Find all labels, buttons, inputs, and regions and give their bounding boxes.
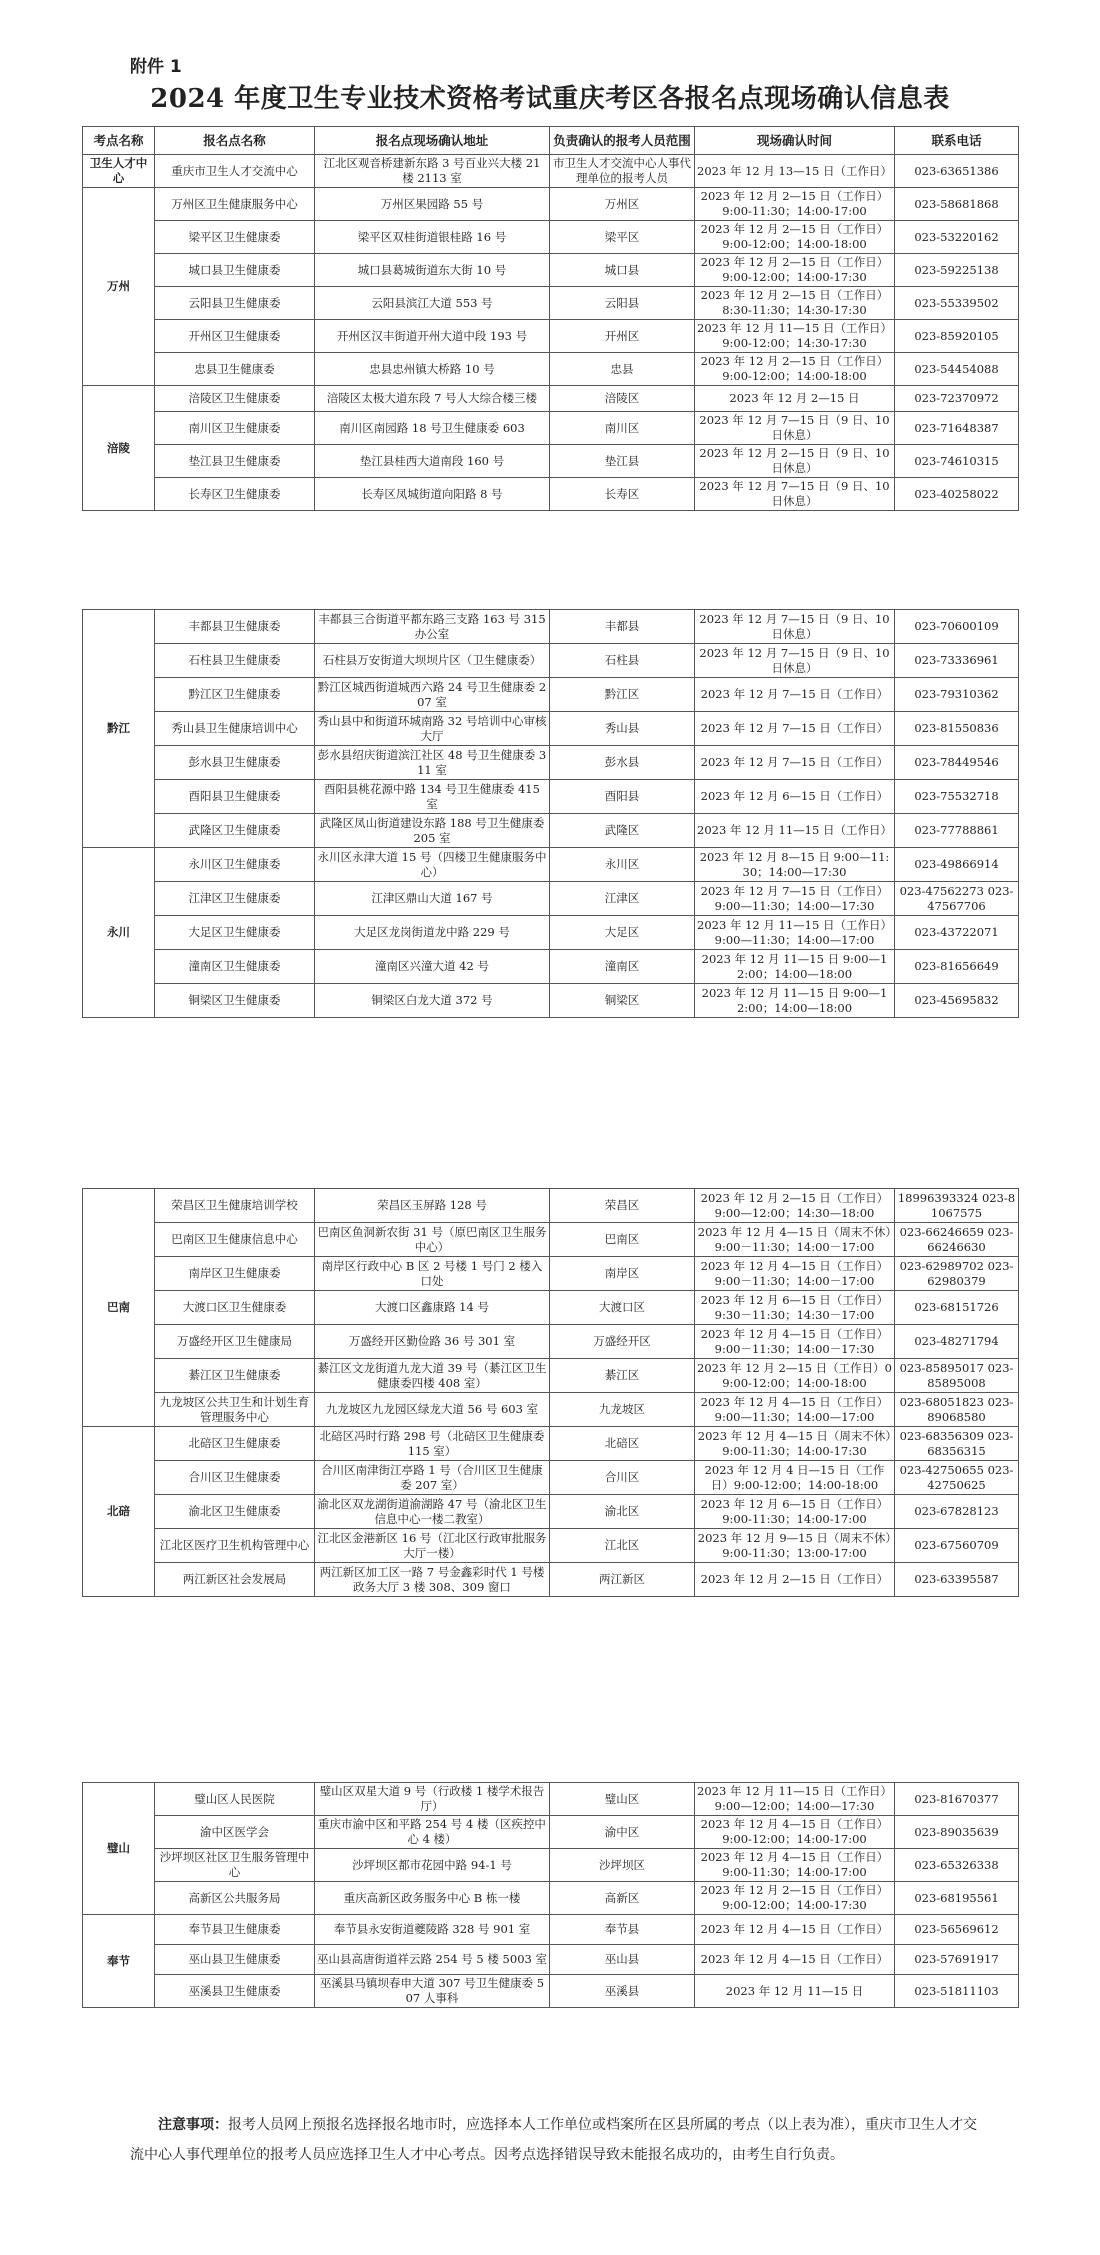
confirmation-address: 璧山区双星大道 9 号（行政楼 1 楼学术报告厅） (315, 1783, 550, 1816)
confirmation-time: 2023 年 12 月 2—15 日（工作日） (695, 1563, 895, 1597)
candidate-scope: 武隆区 (550, 814, 695, 848)
confirmation-time: 2023 年 12 月 11—15 日（工作日） (695, 814, 895, 848)
exam-site-name: 奉节 (83, 1915, 155, 2008)
confirmation-time: 2023 年 12 月 7—15 日（工作日） (695, 712, 895, 746)
table-row (83, 1461, 1019, 1495)
registration-point-name: 高新区公共服务局 (155, 1882, 315, 1915)
confirmation-address: 丰都县三合街道平都东路三支路 163 号 315 办公室 (315, 610, 550, 644)
table-row (83, 1563, 1019, 1597)
table-row (83, 1257, 1019, 1291)
confirmation-address: 巴南区鱼洞新农街 31 号（原巴南区卫生服务中心） (315, 1223, 550, 1257)
candidate-scope: 沙坪坝区 (550, 1849, 695, 1882)
confirmation-address: 合川区南津街江亭路 1 号（合川区卫生健康委 207 室） (315, 1461, 550, 1495)
contact-phone: 023-66246659 023-66246630 (895, 1223, 1019, 1257)
candidate-scope: 九龙坡区 (550, 1393, 695, 1427)
candidate-scope: 永川区 (550, 848, 695, 882)
registration-point-name: 垫江县卫生健康委 (155, 445, 315, 478)
confirmation-address: 万州区果园路 55 号 (315, 188, 550, 221)
candidate-scope: 垫江县 (550, 445, 695, 478)
contact-phone: 023-43722071 (895, 916, 1019, 950)
exam-site-name: 璧山 (83, 1783, 155, 1915)
registration-point-name: 长寿区卫生健康委 (155, 478, 315, 511)
candidate-scope: 开州区 (550, 320, 695, 353)
candidate-scope: 石柱县 (550, 644, 695, 678)
candidate-scope: 城口县 (550, 254, 695, 287)
registration-point-name: 石柱县卫生健康委 (155, 644, 315, 678)
page-title: 2024 年度卫生专业技术资格考试重庆考区各报名点现场确认信息表 (150, 84, 950, 114)
confirmation-address: 云阳县滨江大道 553 号 (315, 287, 550, 320)
contact-phone: 023-45695832 (895, 984, 1019, 1018)
contact-phone: 023-67560709 (895, 1529, 1019, 1563)
contact-phone: 023-47562273 023-47567706 (895, 882, 1019, 916)
confirmation-address: 荣昌区玉屏路 128 号 (315, 1189, 550, 1223)
confirmation-time: 2023 年 12 月 11—15 日（工作日）9:00-12:00；14:30-17:30 (695, 320, 895, 353)
table-row (83, 916, 1019, 950)
contact-phone: 023-40258022 (895, 478, 1019, 511)
contact-phone: 023-85895017 023-85895008 (895, 1359, 1019, 1393)
confirmation-time: 2023 年 12 月 4—15 日（工作日）9:00-11:30；14:00-17:00 (695, 1849, 895, 1882)
table-row (83, 848, 1019, 882)
confirmation-time: 2023 年 12 月 11—15 日 9:00—12:00；14:00—18:00 (695, 950, 895, 984)
candidate-scope: 高新区 (550, 1882, 695, 1915)
registration-point-name: 合川区卫生健康委 (155, 1461, 315, 1495)
confirmation-time: 2023 年 12 月 6—15 日（工作日）9:30－11:30；14:30－17:00 (695, 1291, 895, 1325)
registration-point-name: 万盛经开区卫生健康局 (155, 1325, 315, 1359)
candidate-scope: 彭水县 (550, 746, 695, 780)
contact-phone: 023-48271794 (895, 1325, 1019, 1359)
confirmation-time: 2023 年 12 月 7—15 日（工作日） (695, 678, 895, 712)
candidate-scope: 綦江区 (550, 1359, 695, 1393)
candidate-scope: 江津区 (550, 882, 695, 916)
confirmation-address: 开州区汉丰街道开州大道中段 193 号 (315, 320, 550, 353)
confirmation-address: 秀山县中和街道环城南路 32 号培训中心审核大厅 (315, 712, 550, 746)
confirmation-address: 武隆区凤山街道建设东路 188 号卫生健康委 205 室 (315, 814, 550, 848)
registration-point-name: 黔江区卫生健康委 (155, 678, 315, 712)
confirmation-address: 巫山县高唐街道祥云路 254 号 5 楼 5003 室 (315, 1945, 550, 1975)
candidate-scope: 秀山县 (550, 712, 695, 746)
registration-point-name: 璧山区人民医院 (155, 1783, 315, 1816)
confirmation-address: 江北区观音桥建新东路 3 号百业兴大楼 21 楼 2113 室 (315, 155, 550, 188)
confirmation-time: 2023 年 12 月 7—15 日（9 日、10 日休息） (695, 610, 895, 644)
confirmation-time: 2023 年 12 月 2—15 日（工作日）9:00—12:00；14:30—18:00 (695, 1189, 895, 1223)
candidate-scope: 大足区 (550, 916, 695, 950)
table-row (83, 644, 1019, 678)
table-row (83, 984, 1019, 1018)
candidate-scope: 璧山区 (550, 1783, 695, 1816)
exam-site-name: 万州 (83, 188, 155, 386)
table-row (83, 155, 1019, 188)
table-row (83, 1393, 1019, 1427)
registration-point-name: 南岸区卫生健康委 (155, 1257, 315, 1291)
registration-point-name: 巴南区卫生健康信息中心 (155, 1223, 315, 1257)
contact-phone: 023-58681868 (895, 188, 1019, 221)
contact-phone: 023-72370972 (895, 386, 1019, 412)
confirmation-address: 綦江区文龙街道九龙大道 39 号（綦江区卫生健康委四楼 408 室） (315, 1359, 550, 1393)
confirmation-address: 大足区龙岗街道龙中路 229 号 (315, 916, 550, 950)
confirmation-address: 江津区鼎山大道 167 号 (315, 882, 550, 916)
confirmation-address: 忠县忠州镇大桥路 10 号 (315, 353, 550, 386)
candidate-scope: 合川区 (550, 1461, 695, 1495)
confirmation-address: 南岸区行政中心 B 区 2 号楼 1 号门 2 楼入口处 (315, 1257, 550, 1291)
confirmation-time: 2023 年 12 月 7—15 日（9 日、10 日休息） (695, 412, 895, 445)
confirmation-time: 2023 年 12 月 6—15 日（工作日） (695, 780, 895, 814)
contact-phone: 18996393324 023-81067575 (895, 1189, 1019, 1223)
confirmation-address: 沙坪坝区都市花园中路 94-1 号 (315, 1849, 550, 1882)
table-row (83, 950, 1019, 984)
candidate-scope: 巫山县 (550, 1945, 695, 1975)
table-row (83, 1945, 1019, 1975)
registration-point-name: 酉阳县卫生健康委 (155, 780, 315, 814)
confirmation-time: 2023 年 12 月 11—15 日 9:00—12:00；14:00—18:00 (695, 984, 895, 1018)
candidate-scope: 大渡口区 (550, 1291, 695, 1325)
confirmation-time: 2023 年 12 月 2—15 日（工作日）9:00-12:00；14:00-17:30 (695, 1882, 895, 1915)
table-row (83, 287, 1019, 320)
contact-phone: 023-68151726 (895, 1291, 1019, 1325)
contact-phone: 023-78449546 (895, 746, 1019, 780)
table-row (83, 780, 1019, 814)
confirmation-time: 2023 年 12 月 11—15 日（工作日）9:00—11:30；14:00—17:00 (695, 916, 895, 950)
table-row (83, 1882, 1019, 1915)
confirmation-time: 2023 年 12 月 4—15 日（周末不休）9:00-11:30；14:00-17:30 (695, 1427, 895, 1461)
confirmation-address: 涪陵区太极大道东段 7 号人大综合楼三楼 (315, 386, 550, 412)
registration-point-name: 万州区卫生健康服务中心 (155, 188, 315, 221)
candidate-scope: 奉节县 (550, 1915, 695, 1945)
registration-point-name: 渝中区医学会 (155, 1816, 315, 1849)
confirmation-address: 重庆市渝中区和平路 254 号 4 楼（区疾控中心 4 楼） (315, 1816, 550, 1849)
confirmation-time: 2023 年 12 月 7—15 日（工作日）9:00—11:30；14:00—17:30 (695, 882, 895, 916)
confirmation-time: 2023 年 12 月 4—15 日（工作日） (695, 1915, 895, 1945)
confirmation-time: 2023 年 12 月 4—15 日（周末不休）9:00－11:30；14:00－17:00 (695, 1223, 895, 1257)
table-row (83, 478, 1019, 511)
registration-point-name: 潼南区卫生健康委 (155, 950, 315, 984)
registration-point-name: 开州区卫生健康委 (155, 320, 315, 353)
contact-phone: 023-71648387 (895, 412, 1019, 445)
confirmation-address: 江北区金港新区 16 号（江北区行政审批服务大厅一楼） (315, 1529, 550, 1563)
column-header: 考点名称 (83, 127, 155, 155)
confirmation-address: 垫江县桂西大道南段 160 号 (315, 445, 550, 478)
column-header: 现场确认时间 (695, 127, 895, 155)
column-header: 负责确认的报考人员范围 (550, 127, 695, 155)
confirmation-address: 北碚区冯时行路 298 号（北碚区卫生健康委 115 室） (315, 1427, 550, 1461)
contact-phone: 023-68195561 (895, 1882, 1019, 1915)
exam-site-name: 巴南 (83, 1189, 155, 1427)
registration-point-name: 永川区卫生健康委 (155, 848, 315, 882)
exam-site-name: 卫生人才中心 (83, 155, 155, 188)
table-row (83, 1359, 1019, 1393)
contact-phone: 023-53220162 (895, 221, 1019, 254)
candidate-scope: 涪陵区 (550, 386, 695, 412)
registration-point-name: 奉节县卫生健康委 (155, 1915, 315, 1945)
confirmation-time: 2023 年 12 月 4—15 日（工作日）9:00-12:00；14:00-17:00 (695, 1816, 895, 1849)
confirmation-time: 2023 年 12 月 7—15 日（工作日） (695, 746, 895, 780)
table-row (83, 882, 1019, 916)
registration-point-name: 江津区卫生健康委 (155, 882, 315, 916)
registration-point-name: 九龙坡区公共卫生和计划生育管理服务中心 (155, 1393, 315, 1427)
contact-phone: 023-81550836 (895, 712, 1019, 746)
registration-point-name: 忠县卫生健康委 (155, 353, 315, 386)
registration-point-name: 巫山县卫生健康委 (155, 1945, 315, 1975)
contact-phone: 023-67828123 (895, 1495, 1019, 1529)
table-row (83, 610, 1019, 644)
candidate-scope: 渝中区 (550, 1816, 695, 1849)
exam-site-name: 永川 (83, 848, 155, 1018)
table-row (83, 353, 1019, 386)
exam-site-name: 黔江 (83, 610, 155, 848)
registration-point-name: 綦江区卫生健康委 (155, 1359, 315, 1393)
table-row (83, 678, 1019, 712)
exam-site-name: 涪陵 (83, 386, 155, 511)
confirmation-address: 永川区永津大道 15 号（四楼卫生健康服务中心） (315, 848, 550, 882)
table-row (83, 1529, 1019, 1563)
confirmation-time: 2023 年 12 月 4—15 日（工作日）9:00－11:30；14:00－17:30 (695, 1325, 895, 1359)
table-row (83, 1816, 1019, 1849)
attachment-label: 附件 1 (130, 57, 182, 77)
contact-phone: 023-81670377 (895, 1783, 1019, 1816)
registration-point-name: 北碚区卫生健康委 (155, 1427, 315, 1461)
registration-point-name: 巫溪县卫生健康委 (155, 1975, 315, 2008)
table-row (83, 1291, 1019, 1325)
candidate-scope: 梁平区 (550, 221, 695, 254)
table-row (83, 1849, 1019, 1882)
contact-phone: 023-68356309 023-68356315 (895, 1427, 1019, 1461)
confirmation-time: 2023 年 12 月 2—15 日（工作日）9:00-12:00；14:00-18:00 (695, 221, 895, 254)
confirmation-time: 2023 年 12 月 11—15 日（工作日）9:00—12:00；14:00—17:30 (695, 1783, 895, 1816)
registration-point-name: 渝北区卫生健康委 (155, 1495, 315, 1529)
contact-phone: 023-75532718 (895, 780, 1019, 814)
confirmation-address: 酉阳县桃花源中路 134 号卫生健康委 415 室 (315, 780, 550, 814)
registration-point-name: 南川区卫生健康委 (155, 412, 315, 445)
confirmation-time: 2023 年 12 月 9—15 日（周末不休）9:00-11:30；13:00-17:00 (695, 1529, 895, 1563)
registration-point-name: 大渡口区卫生健康委 (155, 1291, 315, 1325)
registration-point-name: 城口县卫生健康委 (155, 254, 315, 287)
contact-phone: 023-59225138 (895, 254, 1019, 287)
confirmation-time: 2023 年 12 月 2—15 日（工作日）09:00-12:00；14:00-18:00 (695, 1359, 895, 1393)
confirmation-time: 2023 年 12 月 8—15 日 9:00—11:30；14:00—17:30 (695, 848, 895, 882)
info-table-1 (82, 126, 1019, 511)
confirmation-time: 2023 年 12 月 7—15 日（9 日、10 日休息） (695, 478, 895, 511)
table-row (83, 712, 1019, 746)
contact-phone: 023-65326338 (895, 1849, 1019, 1882)
confirmation-time: 2023 年 12 月 4—15 日（工作日）9:00－11:30；14:00－17:00 (695, 1257, 895, 1291)
exam-site-name: 北碚 (83, 1427, 155, 1597)
confirmation-address: 梁平区双桂街道银桂路 16 号 (315, 221, 550, 254)
confirmation-address: 巫溪县马镇坝春申大道 307 号卫生健康委 507 人事科 (315, 1975, 550, 2008)
confirmation-time: 2023 年 12 月 2—15 日（工作日）9:00-11:30；14:00-17:00 (695, 188, 895, 221)
info-table-4 (82, 1782, 1019, 2008)
confirmation-address: 潼南区兴潼大道 42 号 (315, 950, 550, 984)
candidate-scope: 潼南区 (550, 950, 695, 984)
table-row (83, 746, 1019, 780)
confirmation-address: 大渡口区鑫康路 14 号 (315, 1291, 550, 1325)
table-row (83, 1325, 1019, 1359)
table-row (83, 1975, 1019, 2008)
confirmation-time: 2023 年 12 月 2—15 日（工作日）8:30-11:30；14:30-17:30 (695, 287, 895, 320)
confirmation-time: 2023 年 12 月 2—15 日 (695, 386, 895, 412)
table-row (83, 1915, 1019, 1945)
confirmation-time: 2023 年 12 月 2—15 日（工作日）9:00-12:00；14:00-18:00 (695, 353, 895, 386)
candidate-scope: 长寿区 (550, 478, 695, 511)
confirmation-time: 2023 年 12 月 13—15 日（工作日） (695, 155, 895, 188)
candidate-scope: 南川区 (550, 412, 695, 445)
candidate-scope: 丰都县 (550, 610, 695, 644)
table-row (83, 412, 1019, 445)
confirmation-address: 万盛经开区勤俭路 36 号 301 室 (315, 1325, 550, 1359)
candidate-scope: 万盛经开区 (550, 1325, 695, 1359)
table-row (83, 1427, 1019, 1461)
registration-point-name: 梁平区卫生健康委 (155, 221, 315, 254)
candidate-scope: 黔江区 (550, 678, 695, 712)
candidate-scope: 万州区 (550, 188, 695, 221)
info-table-2 (82, 609, 1019, 1018)
contact-phone: 023-51811103 (895, 1975, 1019, 2008)
table-row (83, 1189, 1019, 1223)
contact-phone: 023-73336961 (895, 644, 1019, 678)
confirmation-address: 奉节县永安街道夔陵路 328 号 901 室 (315, 1915, 550, 1945)
contact-phone: 023-55339502 (895, 287, 1019, 320)
contact-phone: 023-68051823 023-89068580 (895, 1393, 1019, 1427)
table-row (83, 1783, 1019, 1816)
table-row (83, 254, 1019, 287)
table-row (83, 814, 1019, 848)
registration-point-name: 沙坪坝区社区卫生服务管理中心 (155, 1849, 315, 1882)
contact-phone: 023-85920105 (895, 320, 1019, 353)
contact-phone: 023-79310362 (895, 678, 1019, 712)
candidate-scope: 荣昌区 (550, 1189, 695, 1223)
info-table-3 (82, 1188, 1019, 1597)
registration-point-name: 江北区医疗卫生机构管理中心 (155, 1529, 315, 1563)
registration-point-name: 丰都县卫生健康委 (155, 610, 315, 644)
contact-phone: 023-77788861 (895, 814, 1019, 848)
registration-point-name: 两江新区社会发展局 (155, 1563, 315, 1597)
column-header: 报名点现场确认地址 (315, 127, 550, 155)
table-row (83, 445, 1019, 478)
registration-point-name: 彭水县卫生健康委 (155, 746, 315, 780)
confirmation-address: 重庆高新区政务服务中心 B 栋一楼 (315, 1882, 550, 1915)
contact-phone: 023-54454088 (895, 353, 1019, 386)
table-row (83, 221, 1019, 254)
contact-phone: 023-42750655 023-42750625 (895, 1461, 1019, 1495)
contact-phone: 023-70600109 (895, 610, 1019, 644)
registration-point-name: 铜梁区卫生健康委 (155, 984, 315, 1018)
registration-point-name: 荣昌区卫生健康培训学校 (155, 1189, 315, 1223)
confirmation-address: 南川区南园路 18 号卫生健康委 603 (315, 412, 550, 445)
contact-phone: 023-49866914 (895, 848, 1019, 882)
registration-point-name: 涪陵区卫生健康委 (155, 386, 315, 412)
candidate-scope: 巫溪县 (550, 1975, 695, 2008)
contact-phone: 023-89035639 (895, 1816, 1019, 1849)
registration-point-name: 大足区卫生健康委 (155, 916, 315, 950)
candidate-scope: 北碚区 (550, 1427, 695, 1461)
contact-phone: 023-56569612 (895, 1915, 1019, 1945)
contact-phone: 023-57691917 (895, 1945, 1019, 1975)
table-row (83, 320, 1019, 353)
confirmation-time: 2023 年 12 月 7—15 日（9 日、10 日休息） (695, 644, 895, 678)
confirmation-address: 彭水县绍庆街道滨江社区 48 号卫生健康委 311 室 (315, 746, 550, 780)
confirmation-address: 渝北区双龙湖街道渝湖路 47 号（渝北区卫生信息中心一楼二教室） (315, 1495, 550, 1529)
contact-phone: 023-63395587 (895, 1563, 1019, 1597)
candidate-scope: 巴南区 (550, 1223, 695, 1257)
table-row (83, 1223, 1019, 1257)
confirmation-time: 2023 年 12 月 6—15 日（工作日）9:00-11:30；14:00-17:00 (695, 1495, 895, 1529)
confirmation-address: 两江新区加工区一路 7 号金鑫彩时代 1 号楼政务大厅 3 楼 308、309 窗口 (315, 1563, 550, 1597)
candidate-scope: 忠县 (550, 353, 695, 386)
column-header: 报名点名称 (155, 127, 315, 155)
confirmation-time: 2023 年 12 月 4—15 日（工作日）9:00—11:30；14:00—17:00 (695, 1393, 895, 1427)
column-header: 联系电话 (895, 127, 1019, 155)
candidate-scope: 南岸区 (550, 1257, 695, 1291)
contact-phone: 023-74610315 (895, 445, 1019, 478)
confirmation-address: 铜梁区白龙大道 372 号 (315, 984, 550, 1018)
contact-phone: 023-62989702 023-62980379 (895, 1257, 1019, 1291)
confirmation-address: 石柱县万安街道大坝坝片区（卫生健康委） (315, 644, 550, 678)
contact-phone: 023-81656649 (895, 950, 1019, 984)
registration-point-name: 武隆区卫生健康委 (155, 814, 315, 848)
candidate-scope: 渝北区 (550, 1495, 695, 1529)
registration-point-name: 云阳县卫生健康委 (155, 287, 315, 320)
table-row (83, 188, 1019, 221)
confirmation-address: 城口县葛城街道东大街 10 号 (315, 254, 550, 287)
notice-text: 报考人员网上预报名选择报名地市时，应选择本人工作单位或档案所在区县所属的考点（以上表为准），重庆市卫生人才交流中心人事代理单位的报考人员应选择卫生人才中心考点。因考点选择错误导致未能报名成功的，由考生自行负责。 (130, 2117, 977, 2163)
registration-point-name: 重庆市卫生人才交流中心 (155, 155, 315, 188)
notice (130, 2110, 990, 2170)
candidate-scope: 江北区 (550, 1529, 695, 1563)
confirmation-address: 长寿区凤城街道向阳路 8 号 (315, 478, 550, 511)
table-row (83, 386, 1019, 412)
confirmation-time: 2023 年 12 月 11—15 日 (695, 1975, 895, 2008)
candidate-scope: 云阳县 (550, 287, 695, 320)
candidate-scope: 市卫生人才交流中心人事代理单位的报考人员 (550, 155, 695, 188)
confirmation-time: 2023 年 12 月 2—15 日（9 日、10 日休息） (695, 445, 895, 478)
candidate-scope: 酉阳县 (550, 780, 695, 814)
confirmation-time: 2023 年 12 月 2—15 日（工作日）9:00-12:00；14:00-17:30 (695, 254, 895, 287)
confirmation-time: 2023 年 12 月 4 日—15 日（工作日）9:00-12:00；14:00-18:00 (695, 1461, 895, 1495)
confirmation-address: 黔江区城西街道城西六路 24 号卫生健康委 207 室 (315, 678, 550, 712)
confirmation-time: 2023 年 12 月 4—15 日（工作日） (695, 1945, 895, 1975)
confirmation-address: 九龙坡区九龙园区绿龙大道 56 号 603 室 (315, 1393, 550, 1427)
header-row (83, 127, 1019, 155)
registration-point-name: 秀山县卫生健康培训中心 (155, 712, 315, 746)
contact-phone: 023-63651386 (895, 155, 1019, 188)
notice-label: 注意事项： (158, 2117, 228, 2133)
candidate-scope: 铜梁区 (550, 984, 695, 1018)
candidate-scope: 两江新区 (550, 1563, 695, 1597)
table-row (83, 1495, 1019, 1529)
